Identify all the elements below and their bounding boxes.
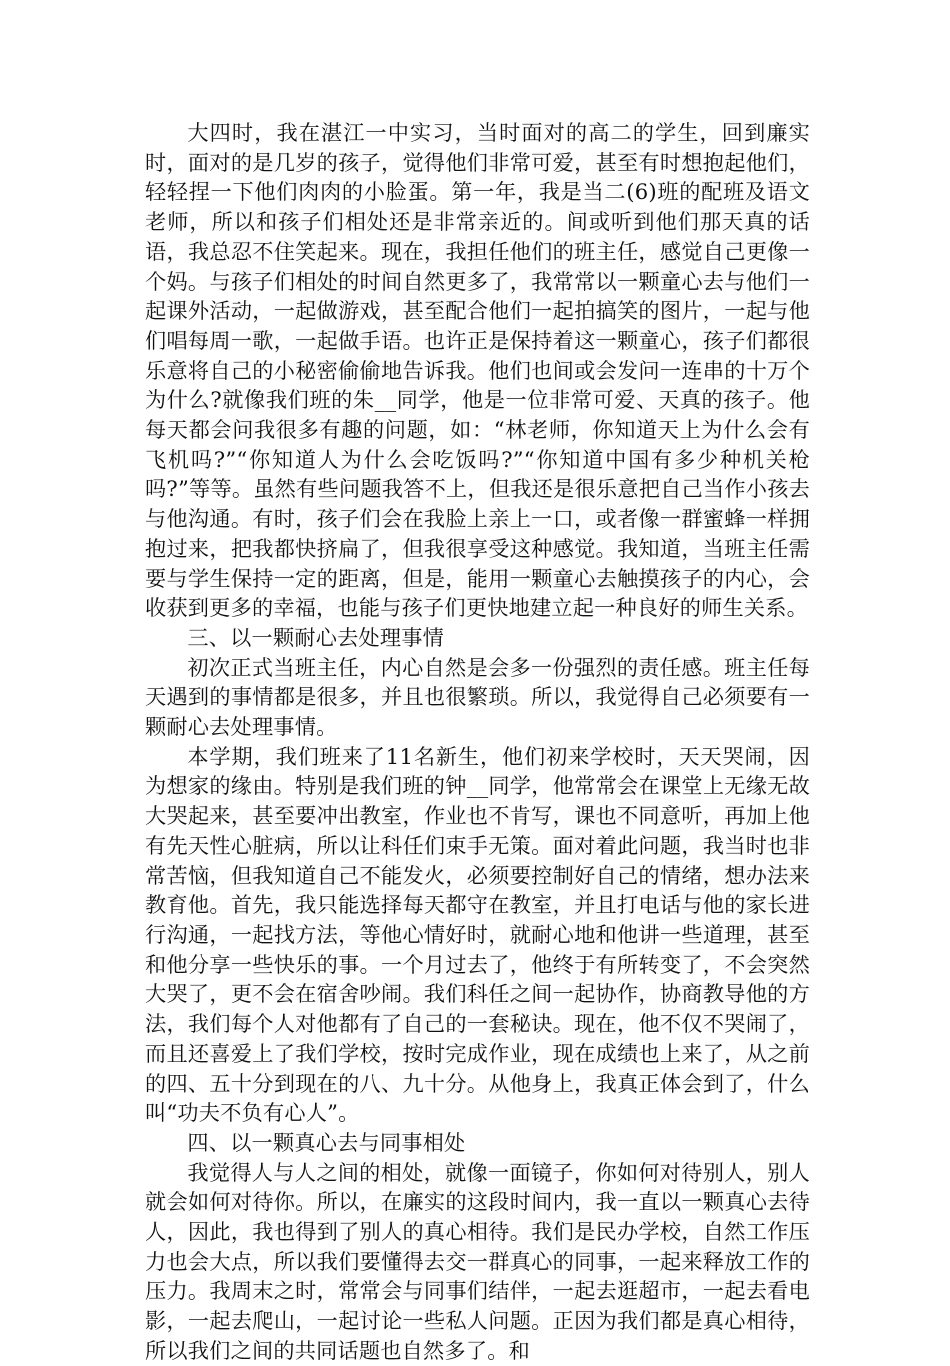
paragraph-patience-intro: 初次正式当班主任，内心自然是会多一份强烈的责任感。班主任每天遇到的事情都是很多，并且也很繁琐。所以，我觉得自己必须要有一颗耐心去处理事情。 [145, 654, 810, 740]
section-heading-sincerity: 四、以一颗真心去与同事相处 [187, 1129, 466, 1155]
paragraph-new-students: 本学期，我们班来了11名新生，他们初来学校时，天天哭闹，因为想家的缘由。特别是我们班的钟__同学，他常常会在课堂上无缘无故大哭起来，甚至要冲出教室，作业也不肯写，课也不同意听，再加上他有先天性心脏病，所以让科任们束手无策。面对着此问题，我当时也非常苦恼，但我知道自己不能发火，必须要控制好自己的情绪，想办法来教育他。首先，我只能选择每天都守在教室，并且打电话与他的家长进行沟通，一起找方法，等他心情好时，就耐心地和他讲一些道理，甚至和他分享一些快乐的事。一个月过去了，他终于有所转变了，不会突然大哭了，更不会在宿舍吵闹。我们科任之间一起协作，协商教导他的方法，我们每个人对他都有了自己的一套秘诀。现在，他不仅不哭闹了，而且还喜爱上了我们学校，按时完成作业，现在成绩也上来了，从之前的四、五十分到现在的八、九十分。从他身上，我真正体会到了，什么叫“功夫不负有心人”。 [145, 743, 810, 1126]
paragraph-childlike-heart: 大四时，我在湛江一中实习，当时面对的高二的学生，回到廉实时，面对的是几岁的孩子，觉得他们非常可爱，甚至有时想抱起他们，轻轻捏一下他们肉肉的小脸蛋。第一年，我是当二(6)班的配班及语文老师，所以和孩子们相处还是非常亲近的。间或听到他们那天真的话语，我总忍不住笑起来。现在，我担任他们的班主任，感觉自己更像一个妈。与孩子们相处的时间自然更多了，我常常以一颗童心去与他们一起课外活动，一起做游戏，甚至配合他们一起拍搞笑的图片，一起与他们唱每周一歌，一起做手语。也许正是保持着这一颗童心，孩子们都很乐意将自己的小秘密偷偷地告诉我。他们也间或会发问一连串的十万个为什么?就像我们班的朱__同学，他是一位非常可爱、天真的孩子。他每天都会问我很多有趣的问题，如：“林老师，你知道天上为什么会有飞机吗?”“你知道人为什么会吃饭吗?”“你知道中国有多少种机关枪吗?”等等。虽然有些问题我答不上，但我还是很乐意把自己当作小孩去与他沟通。有时，孩子们会在我脸上亲上一口，或者像一群蜜蜂一样拥抱过来，把我都快挤扁了，但我很享受这种感觉。我知道，当班主任需要与学生保持一定的距离，但是，能用一颗童心去触摸孩子的内心，会收获到更多的幸福，也能与孩子们更快地建立起一种良好的师生关系。 [145, 120, 810, 621]
document-page [145, 118, 810, 1366]
paragraph-colleagues: 我觉得人与人之间的相处，就像一面镜子，你如何对待别人，别人就会如何对待你。所以，在廉实的这段时间内，我一直以一颗真心去待人，因此，我也得到了别人的真心相待。我们是民办学校，自然工作压力也会大点，所以我们要懂得去交一群真心的同事，一起来释放工作的压力。我周末之时，常常会与同事们结伴，一起去逛超市，一起去看电影，一起去爬山，一起讨论一些私人问题。正因为我们都是真心相待，所以我们之间的共同话题也自然多了。和 [145, 1159, 810, 1363]
section-heading-patience: 三、以一颗耐心去处理事情 [187, 624, 445, 650]
